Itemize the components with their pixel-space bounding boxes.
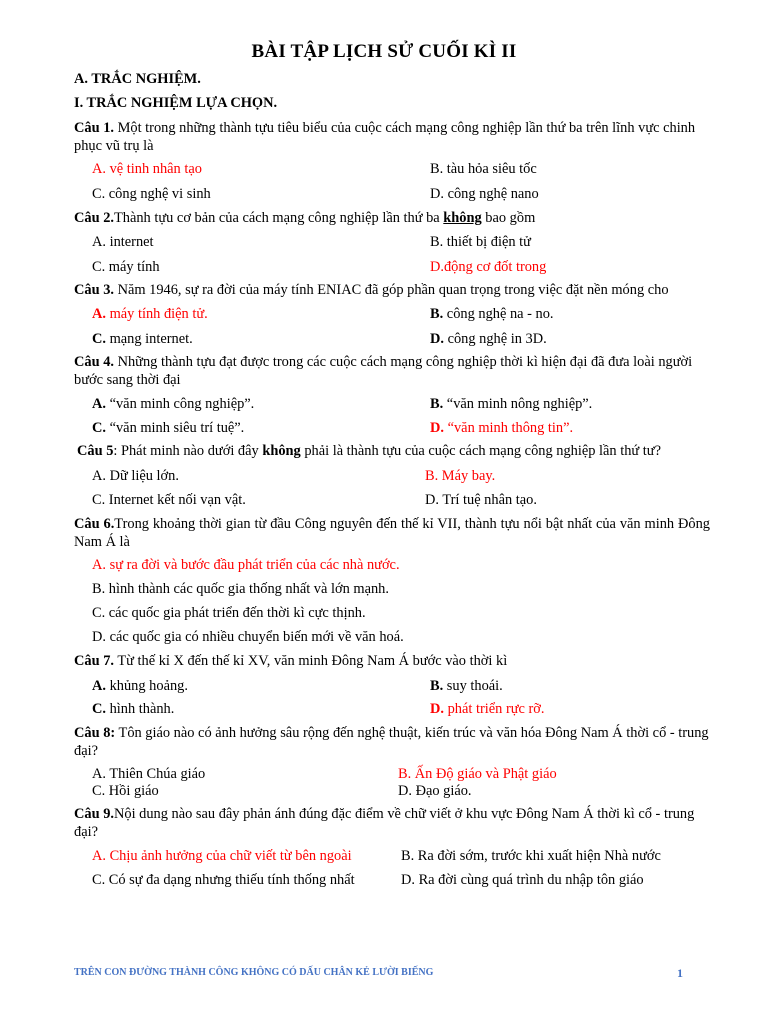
question-8: Câu 8: Tôn giáo nào có ảnh hưởng sâu rộng đến nghệ thuật, kiến trúc và văn hóa Đông Nam Á thời cổ - trung đại? bbox=[74, 725, 709, 759]
q8-option-c: C. Hồi giáo bbox=[92, 783, 159, 799]
footer bbox=[74, 967, 694, 978]
q3-option-c: C. mạng internet. bbox=[92, 331, 193, 347]
q8-option-a: A. Thiên Chúa giáo bbox=[92, 766, 206, 782]
q6-option-c: C. các quốc gia phát triển đến thời kì cực thịnh. bbox=[92, 605, 366, 621]
q9-option-d: D. Ra đời cùng quá trình du nhập tôn giáo bbox=[401, 872, 644, 888]
question-3: Câu 3. Năm 1946, sự ra đời của máy tính ENIAC đã góp phần quan trọng trong việc đặt nền móng cho bbox=[74, 282, 669, 298]
question-4: Câu 4. Những thành tựu đạt được trong các cuộc cách mạng công nghiệp thời kì hiện đại đã đưa loài người bước sang thời đại bbox=[74, 354, 693, 388]
keyword-khong: không bbox=[443, 210, 482, 226]
q2-option-d: D.động cơ đốt trong bbox=[430, 259, 547, 275]
question-9: Câu 9.Nội dung nào sau đây phản ánh đúng đặc điểm về chữ viết ở khu vực Đông Nam Á thời kì cổ - trung đại? bbox=[74, 806, 695, 840]
q4-option-c: C. “văn minh siêu trí tuệ”. bbox=[92, 420, 245, 436]
keyword-khong: không bbox=[262, 443, 301, 459]
q1-option-d: D. công nghệ nano bbox=[430, 186, 539, 202]
q6-option-d: D. các quốc gia có nhiều chuyển biến mới về văn hoá. bbox=[92, 629, 404, 645]
section-heading-multiple-choice: I. TRẮC NGHIỆM LỰA CHỌN. bbox=[74, 95, 278, 111]
q9-option-b: B. Ra đời sớm, trước khi xuất hiện Nhà nước bbox=[401, 848, 661, 864]
question-1: Câu 1. Một trong những thành tựu tiêu biểu của cuộc cách mạng công nghiệp lần thứ ba trên lĩnh vực chinh phục vũ trụ là bbox=[74, 120, 696, 154]
q5-option-c: C. Internet kết nối vạn vật. bbox=[92, 492, 246, 508]
q3-option-d: D. công nghệ in 3D. bbox=[430, 331, 547, 347]
question-7: Câu 7. Từ thế kỉ X đến thế kỉ XV, văn minh Đông Nam Á bước vào thời kì bbox=[74, 653, 508, 669]
q1-option-b: B. tàu hỏa siêu tốc bbox=[430, 161, 537, 177]
question-2: Câu 2.Thành tựu cơ bản của cách mạng công nghiệp lần thứ ba không bao gồm bbox=[74, 210, 536, 226]
q6-option-a: A. sự ra đời và bước đầu phát triển của các nhà nước. bbox=[92, 557, 400, 573]
q2-option-c: C. máy tính bbox=[92, 259, 160, 275]
q6-option-b: B. hình thành các quốc gia thống nhất và lớn mạnh. bbox=[92, 581, 389, 597]
page-number: 1 bbox=[677, 966, 683, 980]
q4-option-a: A. “văn minh công nghiệp”. bbox=[92, 396, 255, 412]
q4-option-b: B. “văn minh nông nghiệp”. bbox=[430, 396, 593, 412]
q5-option-d: D. Trí tuệ nhân tạo. bbox=[425, 492, 537, 508]
q8-option-b: B. Ấn Độ giáo và Phật giáo bbox=[398, 766, 557, 782]
q5-option-b: B. Máy bay. bbox=[425, 468, 496, 484]
footer-motto: TRÊN CON ĐƯỜNG THÀNH CÔNG KHÔNG CÓ DẤU CHÂN KẺ LƯỜI BIẾNG bbox=[74, 967, 434, 978]
q4-option-d: D. “văn minh thông tin”. bbox=[430, 420, 574, 436]
q7-option-d: D. phát triển rực rỡ. bbox=[430, 701, 545, 717]
question-6: Câu 6.Trong khoảng thời gian từ đầu Công nguyên đến thế kỉ VII, thành tựu nổi bật nhất của văn minh Đông Nam Á là bbox=[74, 516, 710, 550]
q3-option-a: A. máy tính điện tử. bbox=[92, 306, 208, 322]
section-heading-a: A. TRẮC NGHIỆM. bbox=[74, 71, 201, 87]
q7-option-a: A. khủng hoảng. bbox=[92, 678, 188, 694]
q2-option-b: B. thiết bị điện tử bbox=[430, 234, 531, 250]
page-title: BÀI TẬP LỊCH SỬ CUỐI KÌ II bbox=[251, 41, 517, 62]
q2-option-a: A. internet bbox=[92, 234, 154, 250]
q3-option-b: B. công nghệ na - no. bbox=[430, 306, 554, 322]
q9-option-a: A. Chịu ảnh hưởng của chữ viết từ bên ngoài bbox=[92, 848, 352, 864]
q8-option-d: D. Đạo giáo. bbox=[398, 783, 472, 799]
q5-option-a: A. Dữ liệu lớn. bbox=[92, 468, 179, 484]
q1-option-c: C. công nghệ vi sinh bbox=[92, 186, 211, 202]
q7-option-b: B. suy thoái. bbox=[430, 678, 503, 694]
question-5: Câu 5: Phát minh nào dưới đây không phải là thành tựu của cuộc cách mạng công nghiệp lần thứ tư? bbox=[77, 443, 661, 459]
q9-option-c: C. Có sự đa dạng nhưng thiếu tính thống nhất bbox=[92, 872, 355, 888]
q1-option-a: A. vệ tinh nhân tạo bbox=[92, 161, 202, 177]
q7-option-c: C. hình thành. bbox=[92, 701, 175, 717]
